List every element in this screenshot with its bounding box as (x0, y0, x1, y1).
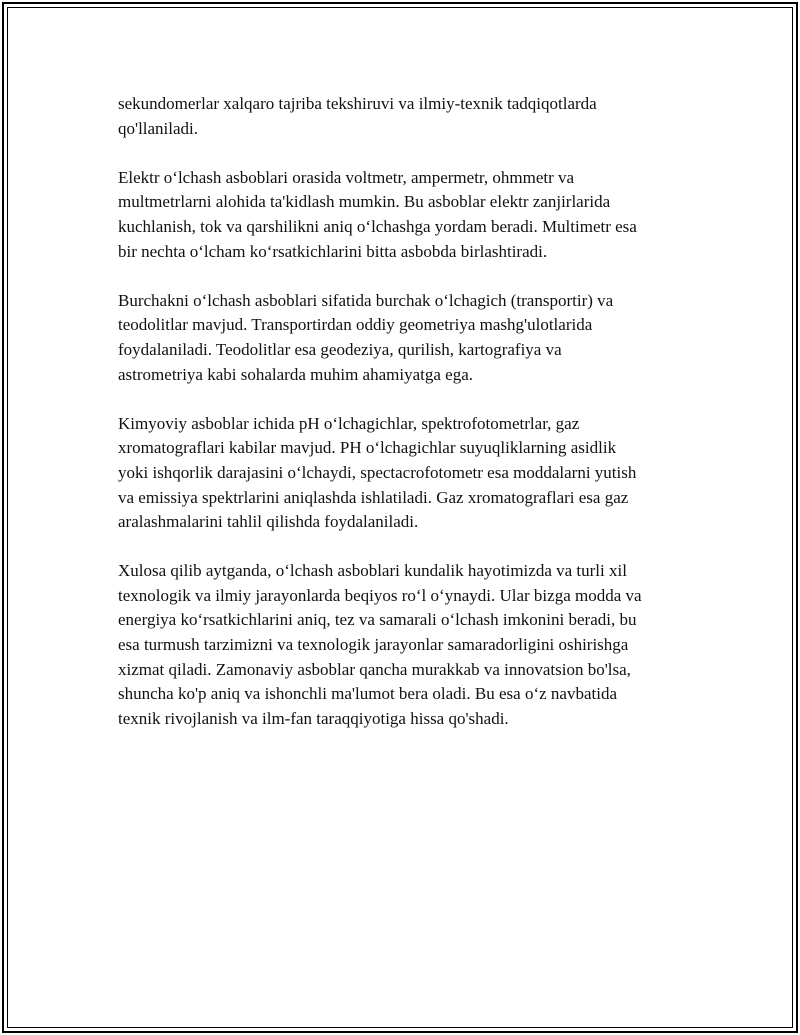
text-line: sekundomerlar xalqaro tajriba tekshiruvi va ilmiy-texnik tadqiqotlarda (118, 94, 597, 113)
paragraph-angle-instruments (118, 289, 698, 387)
text-line: xromatograflari kabilar mavjud. PH o‘lchagichlar suyuqliklarning asidlik (118, 438, 617, 458)
text-line: foydalaniladi. Teodolitlar esa geodeziya, qurilish, kartografiya va (118, 339, 562, 359)
text-line: aralashmalarini tahlil qilishda foydalaniladi. (118, 512, 419, 532)
text-line: multmetrlarni alohida ta'kidlash mumkin. Bu asboblar elektr zanjirlarida (118, 192, 611, 212)
document-body (118, 92, 698, 756)
text-line: qo'llaniladi. (118, 118, 199, 138)
text-line: shuncha ko'p aniq va ishonchli ma'lumot bera oladi. Bu esa o‘z navbatida (118, 684, 617, 704)
text-line: yoki ishqorlik darajasini o‘lchaydi, spectacrofotometr esa moddalarni yutish (118, 462, 637, 482)
text-line: energiya ko‘rsatkichlarini aniq, tez va samarali o‘lchash imkonini beradi, bu (118, 610, 637, 630)
text-line: texnologik va ilmiy jarayonlarda beqiyos ro‘l o‘ynaydi. Ular bizga modda va (118, 585, 642, 605)
paragraph-conclusion (118, 559, 698, 731)
text-line: teodolitlar mavjud. Transportirdan oddiy geometriya mashg'ulotlarida (118, 315, 593, 335)
text-line: esa turmush tarzimizni va texnologik jarayonlar samaradorligini oshirishga (118, 635, 629, 655)
text-line: bir nechta o‘lcham ko‘rsatkichlarini bitta asbobda birlashtiradi. (118, 241, 548, 261)
paragraph-chemical-instruments (118, 412, 698, 535)
text-line: kuchlanish, tok va qarshilikni aniq o‘lchashga yordam beradi. Multimetr esa (118, 216, 637, 236)
text-line: Xulosa qilib aytganda, o‘lchash asboblari kundalik hayotimizda va turli xil (118, 561, 627, 581)
paragraph-electrical-instruments (118, 166, 698, 264)
text-line: va emissiya spektrlarini aniqlashda ishlatiladi. Gaz xromatograflari esa gaz (118, 487, 629, 507)
text-line: xizmat qiladi. Zamonaviy asboblar qancha murakkab va innovatsion bo'lsa, (118, 659, 631, 679)
text-line: Kimyoviy asboblar ichida pH o‘lchagichlar, spektrofotometrlar, gaz (118, 413, 580, 433)
text-line: Elektr o‘lchash asboblari orasida voltmetr, ampermetr, ohmmetr va (118, 167, 575, 187)
paragraph-continuation (118, 92, 698, 141)
text-line: texnik rivojlanish va ilm-fan taraqqiyotiga hissa qo'shadi. (118, 708, 509, 728)
text-line: Burchakni o‘lchash asboblari sifatida burchak o‘lchagich (transportir) va (118, 290, 614, 310)
text-line: astrometriya kabi sohalarda muhim ahamiyatga ega. (118, 364, 473, 384)
